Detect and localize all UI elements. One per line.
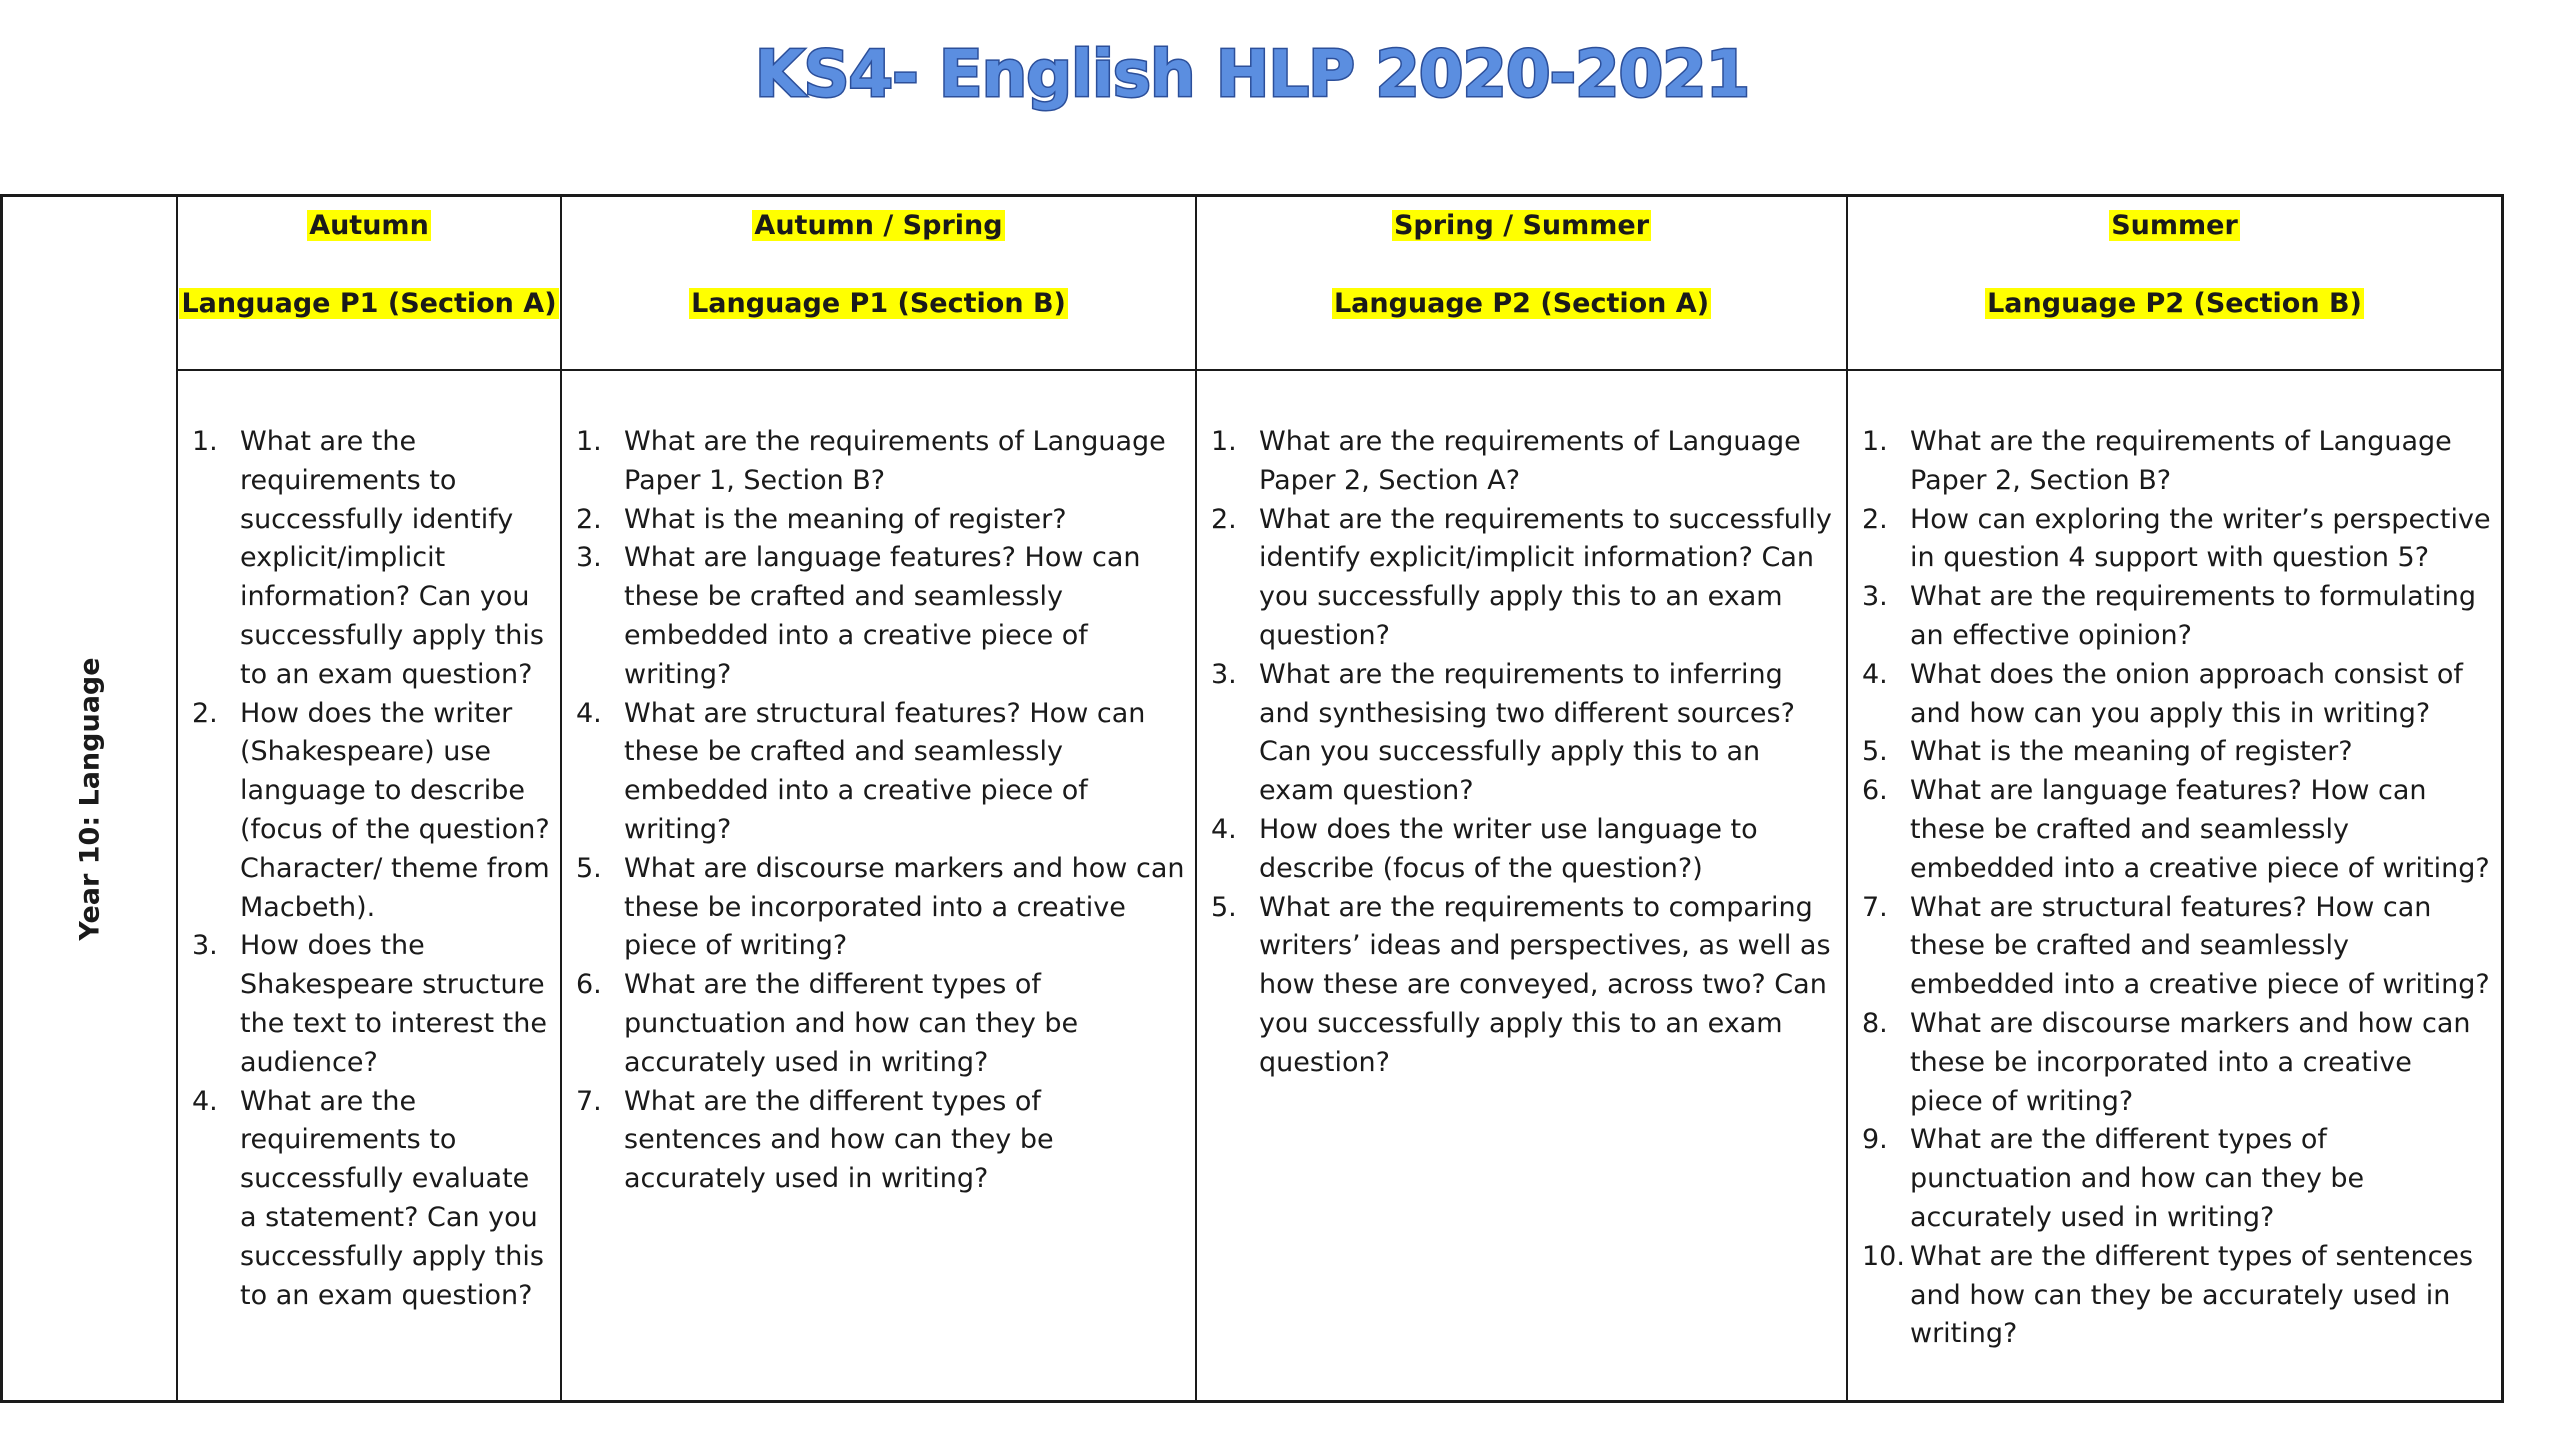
question-number: 5.	[1862, 736, 1888, 768]
paper-label: Language P2 (Section A)	[1333, 288, 1710, 319]
question-number: 6.	[576, 969, 602, 1001]
term-label: Autumn	[309, 210, 429, 241]
question-item	[576, 695, 1185, 850]
question-number: 3.	[1862, 581, 1888, 613]
column-header-autumn-spring	[562, 197, 1197, 371]
term-label: Summer	[2111, 210, 2238, 241]
question-list	[576, 423, 1185, 1199]
questions-cell-spring-summer	[1197, 371, 1848, 1400]
question-text: What are structural features? How can these be crafted and seamlessly embedded into a creative piece of writing?	[1910, 891, 2490, 1001]
question-number: 3.	[1211, 658, 1237, 690]
question-item	[192, 423, 550, 695]
question-number: 9.	[1862, 1124, 1888, 1156]
question-item	[1862, 423, 2491, 501]
question-item	[1211, 656, 1836, 811]
question-item	[1211, 889, 1836, 1083]
question-number: 4.	[192, 1085, 218, 1117]
question-text: What are language features? How can these be crafted and seamlessly embedded into a creative piece of writing?	[1910, 775, 2490, 884]
question-text: What does the onion approach consist of and how can you apply this in writing?	[1910, 658, 2463, 729]
question-item	[1862, 656, 2491, 734]
question-text: What are discourse markers and how can these be incorporated into a creative piece of writing?	[1910, 1007, 2471, 1117]
question-number: 3.	[576, 542, 602, 574]
question-number: 4.	[576, 697, 602, 729]
question-number: 2.	[576, 503, 602, 535]
paper-label: Language P1 (Section A)	[181, 288, 557, 319]
question-item	[1211, 423, 1836, 501]
question-text: What are the requirements of Language Paper 2, Section A?	[1259, 426, 1801, 496]
question-text: What are the different types of sentences and how can they be accurately used in writing?	[1910, 1240, 2474, 1350]
question-number: 6.	[1862, 775, 1888, 807]
question-number: 1.	[192, 426, 218, 457]
question-number: 3.	[192, 930, 218, 962]
question-text: What are language features? How can these be crafted and seamlessly embedded into a creative piece of writing?	[624, 542, 1141, 690]
column-header-spring-summer	[1197, 197, 1848, 371]
question-item	[576, 501, 1185, 540]
question-text: What are the different types of sentences and how can they be accurately used in writing?	[624, 1085, 1054, 1195]
column-header-autumn	[178, 197, 562, 371]
question-item	[1862, 578, 2491, 656]
question-text: How can exploring the writer’s perspective in question 4 support with question 5?	[1910, 503, 2491, 574]
question-text: How does the writer (Shakespeare) use language to describe (focus of the question? Character/ theme from Macbeth).	[240, 697, 550, 923]
question-number: 1.	[1862, 426, 1888, 457]
question-number: 2.	[1211, 503, 1237, 535]
question-item	[576, 539, 1185, 694]
question-number: 10.	[1862, 1240, 1905, 1272]
questions-cell-autumn-spring	[562, 371, 1197, 1400]
question-number: 2.	[192, 697, 218, 729]
question-text: What are the requirements of Language Paper 1, Section B?	[624, 426, 1166, 496]
term-label: Spring / Summer	[1393, 210, 1650, 241]
question-text: What are the different types of punctuation and how can they be accurately used in writing?	[624, 969, 1079, 1078]
question-item	[1862, 889, 2491, 1005]
question-item	[1862, 1005, 2491, 1121]
row-label: Year 10: Language	[74, 656, 105, 941]
question-list	[1862, 423, 2491, 1354]
question-text: What are the requirements to inferring and synthesising two different sources? Can you successfully apply this to an exam question?	[1259, 658, 1795, 807]
paper-label: Language P1 (Section B)	[691, 288, 1066, 319]
question-text: What are the requirements to successfully evaluate a statement? Can you successfully apply this to an exam question?	[240, 1085, 544, 1311]
question-item	[1211, 501, 1836, 656]
question-item	[1862, 772, 2491, 888]
question-item	[1862, 733, 2491, 772]
question-list	[192, 423, 550, 1315]
question-text: What are the requirements to comparing writers’ ideas and perspectives, as well as how these are conveyed, across two? Can you successfully apply this to an exam question?	[1259, 891, 1831, 1078]
question-text: What are the requirements to successfully identify explicit/implicit information? Can you successfully apply this to an exam question?	[1259, 503, 1832, 651]
question-text: How does the Shakespeare structure the text to interest the audience?	[240, 930, 547, 1078]
questions-cell-autumn	[178, 371, 562, 1400]
question-text: What is the meaning of register?	[1910, 736, 2353, 768]
question-text: What are discourse markers and how can these be incorporated into a creative piece of writing?	[624, 852, 1185, 962]
question-item	[576, 966, 1185, 1082]
term-label: Autumn / Spring	[754, 210, 1003, 241]
question-number: 5.	[576, 852, 602, 884]
question-text: What is the meaning of register?	[624, 503, 1067, 535]
question-text: What are structural features? How can these be crafted and seamlessly embedded into a creative piece of writing?	[624, 697, 1146, 845]
question-item	[192, 695, 550, 928]
question-list	[1211, 423, 1836, 1083]
question-item	[576, 1083, 1185, 1199]
question-number: 7.	[576, 1085, 602, 1117]
question-number: 7.	[1862, 891, 1888, 923]
question-number: 5.	[1211, 891, 1237, 923]
question-number: 1.	[576, 426, 602, 457]
question-item	[1211, 811, 1836, 889]
question-item	[1862, 1238, 2491, 1354]
questions-cell-summer	[1848, 371, 2501, 1400]
question-item	[576, 423, 1185, 501]
question-text: What are the requirements of Language Paper 2, Section B?	[1910, 426, 2452, 496]
question-number: 4.	[1862, 658, 1888, 690]
question-item	[192, 1083, 550, 1316]
question-text: What are the requirements to successfully identify explicit/implicit information? Can you successfully apply this to an exam question?	[240, 426, 544, 690]
question-item	[1862, 1121, 2491, 1237]
question-text: What are the different types of punctuation and how can they be accurately used in writing?	[1910, 1124, 2365, 1233]
column-header-summer	[1848, 197, 2501, 371]
hlp-table	[0, 194, 2504, 1403]
question-number: 1.	[1211, 426, 1237, 457]
question-text: What are the requirements to formulating an effective opinion?	[1910, 581, 2477, 651]
question-item	[192, 927, 550, 1082]
row-header-cell	[3, 197, 178, 1400]
question-number: 2.	[1862, 503, 1888, 535]
question-item	[576, 850, 1185, 966]
question-number: 8.	[1862, 1007, 1888, 1039]
paper-label: Language P2 (Section B)	[1987, 288, 2362, 319]
page-title: KS4- English HLP 2020-2021	[754, 38, 1750, 112]
question-number: 4.	[1211, 813, 1237, 845]
question-text: How does the writer use language to describe (focus of the question?)	[1259, 813, 1758, 884]
question-item	[1862, 501, 2491, 579]
